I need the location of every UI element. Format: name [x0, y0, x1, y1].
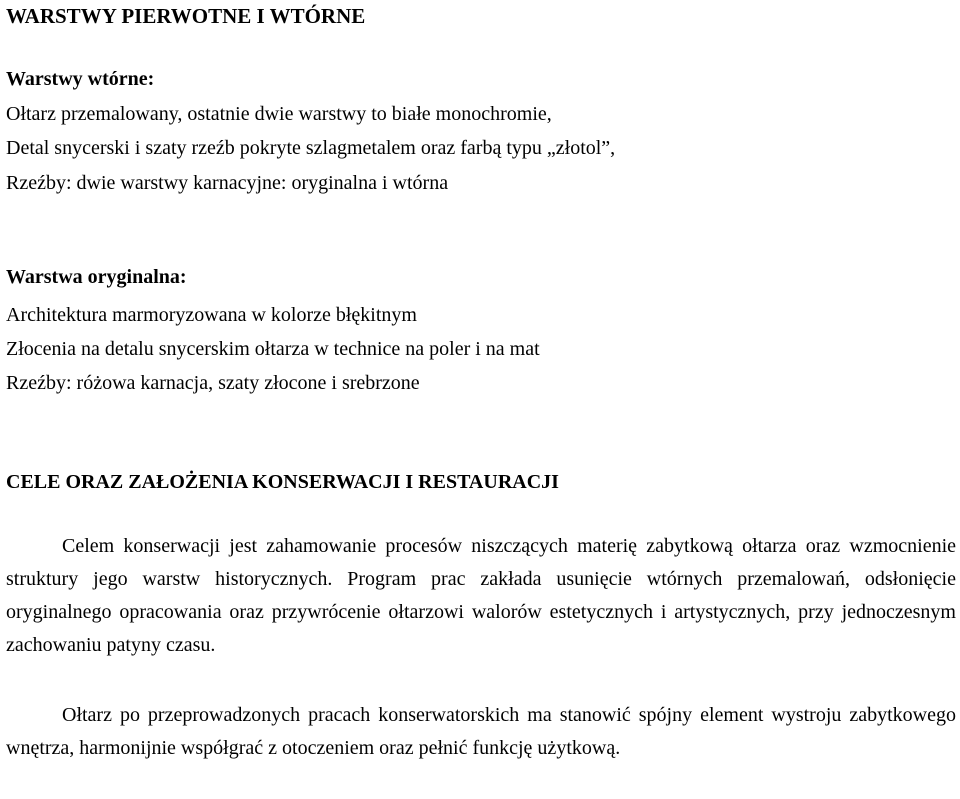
original-layer-line: Rzeźby: różowa karnacja, szaty złocone i srebrzone: [6, 372, 420, 394]
secondary-layers-heading: Warstwy wtórne:: [6, 68, 155, 90]
original-layer-line: Architektura marmoryzowana w kolorze błękitnym: [6, 304, 417, 326]
secondary-layers-line: Rzeźby: dwie warstwy karnacyjne: oryginalna i wtórna: [6, 172, 449, 194]
goals-paragraph: Ołtarz po przeprowadzonych pracach konserwatorskich ma stanowić spójny element wystroju zabytkowego wnętrza, harmonijnie współgrać z otoczeniem oraz pełnić funkcję użytkową.: [6, 704, 956, 759]
goals-heading: CELE ORAZ ZAŁOŻENIA KONSERWACJI I RESTAURACJI: [6, 471, 559, 493]
secondary-layers-line: Ołtarz przemalowany, ostatnie dwie warstwy to białe monochromie,: [6, 103, 552, 125]
original-layer-line: Złocenia na detalu snycerskim ołtarza w technice na poler i na mat: [6, 338, 540, 360]
original-layer-heading: Warstwa oryginalna:: [6, 266, 187, 288]
secondary-layers-line: Detal snycerski i szaty rzeźb pokryte szlagmetalem oraz farbą typu „złotol”,: [6, 137, 616, 159]
page-title: WARSTWY PIERWOTNE I WTÓRNE: [6, 4, 366, 28]
goals-paragraph: Celem konserwacji jest zahamowanie procesów niszczących materię zabytkową ołtarza oraz wzmocnienie struktury jego warstw historycznych. Program prac zakłada usunięcie wtórnych przemalowań, odsłonięcie oryginalnego opracowania oraz przywrócenie ołtarzowi walorów estetycznych i artystycznych, przy jednoczesnym zachowaniu patyny czasu.: [6, 535, 956, 656]
